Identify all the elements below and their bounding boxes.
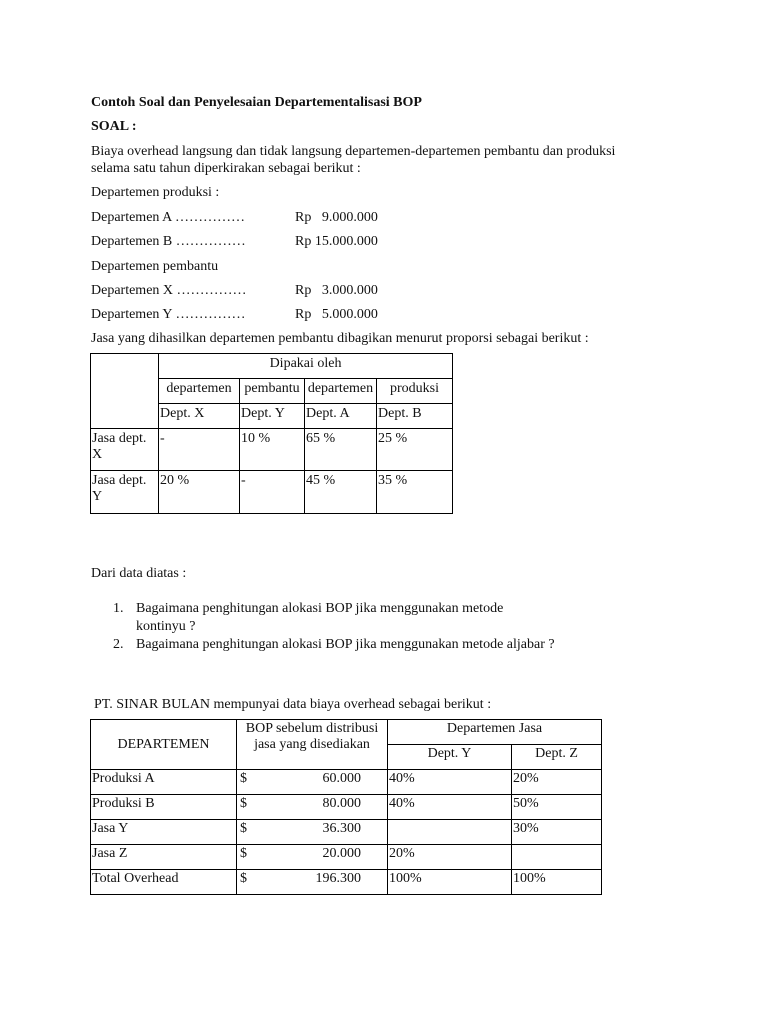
table-cell: 20 % (159, 471, 240, 514)
row-label: Jasa dept. Y (91, 471, 159, 514)
table-cell: 25 % (377, 429, 453, 471)
dept-header: Dept. A (305, 404, 377, 429)
table-corner-cell (91, 354, 159, 429)
allocation-table (90, 353, 453, 514)
dept-y-cell (388, 820, 512, 845)
dept-name: Produksi A (91, 770, 237, 795)
dept-y-amount: Rp 5.000.000 (295, 307, 378, 322)
used-by-header: Dipakai oleh (159, 354, 453, 379)
dept-y-cell: 40% (388, 770, 512, 795)
dept-name: Jasa Z (91, 845, 237, 870)
overhead-table (90, 719, 602, 895)
dept-name: Total Overhead (91, 870, 237, 895)
dept-z-cell: 50% (512, 795, 602, 820)
intro-line-1: Biaya overhead langsung dan tidak langsung departemen-departemen pembantu dan produksi (91, 144, 616, 159)
table-row (91, 820, 602, 845)
bop-cell: $ 60.000 (237, 770, 388, 795)
allocation-intro: Jasa yang dihasilkan departemen pembantu dibagikan menurut proporsi sebagai berikut : (91, 331, 589, 346)
document-title: Contoh Soal dan Penyelesaian Departementalisasi BOP (91, 95, 422, 110)
group-label: departemen (159, 379, 240, 404)
dept-header: Dept. Y (240, 404, 305, 429)
intro-line-2: selama satu tahun diperkirakan sebagai berikut : (91, 161, 361, 176)
table-row (91, 429, 453, 471)
dept-b-amount: Rp 15.000.000 (295, 234, 378, 249)
group-label: pembantu (240, 379, 305, 404)
group-label: departemen (305, 379, 377, 404)
dept-b-label: Departemen B …………… (91, 234, 246, 249)
departemen-header: DEPARTEMEN (91, 720, 237, 770)
question-text: Bagaimana penghitungan alokasi BOP jika menggunakan metode aljabar ? (136, 637, 555, 652)
production-dept-heading: Departemen produksi : (91, 185, 220, 200)
from-data-text: Dari data diatas : (91, 566, 187, 581)
bop-cell: $ 20.000 (237, 845, 388, 870)
bop-cell: $ 80.000 (237, 795, 388, 820)
table-cell: 65 % (305, 429, 377, 471)
table-cell: - (159, 429, 240, 471)
dept-x-amount: Rp 3.000.000 (295, 283, 378, 298)
dept-z-cell: 30% (512, 820, 602, 845)
dept-z-cell (512, 845, 602, 870)
table-row (91, 471, 453, 514)
dept-y-cell: 40% (388, 795, 512, 820)
dept-header: Dept. B (377, 404, 453, 429)
dept-y-cell: 100% (388, 870, 512, 895)
table-row (91, 870, 602, 895)
soal-heading: SOAL : (91, 119, 137, 134)
dept-z-header: Dept. Z (512, 745, 602, 770)
dept-name: Jasa Y (91, 820, 237, 845)
bop-cell: $ 36.300 (237, 820, 388, 845)
dept-y-cell: 20% (388, 845, 512, 870)
table-row (91, 795, 602, 820)
dept-x-label: Departemen X …………… (91, 283, 247, 298)
table-row (91, 845, 602, 870)
question-text: Bagaimana penghitungan alokasi BOP jika menggunakan metode (136, 601, 504, 616)
dept-a-amount: Rp 9.000.000 (295, 210, 378, 225)
company-intro: PT. SINAR BULAN mempunyai data biaya overhead sebagai berikut : (94, 697, 492, 712)
dept-a-label: Departemen A …………… (91, 210, 245, 225)
dept-header: Dept. X (159, 404, 240, 429)
question-text-cont: kontinyu ? (136, 619, 196, 634)
dept-y-header: Dept. Y (388, 745, 512, 770)
support-dept-heading: Departemen pembantu (91, 259, 219, 274)
question-number: 1. (113, 601, 124, 616)
question-number: 2. (113, 637, 124, 652)
table-cell: 35 % (377, 471, 453, 514)
row-label: Jasa dept. X (91, 429, 159, 471)
table-cell: 45 % (305, 471, 377, 514)
table-row (91, 770, 602, 795)
dept-name: Produksi B (91, 795, 237, 820)
service-dept-header: Departemen Jasa (388, 720, 602, 745)
dept-z-cell: 20% (512, 770, 602, 795)
bop-cell: $ 196.300 (237, 870, 388, 895)
table-cell: - (240, 471, 305, 514)
table-cell: 10 % (240, 429, 305, 471)
dept-y-label: Departemen Y …………… (91, 307, 246, 322)
dept-z-cell: 100% (512, 870, 602, 895)
group-label: produksi (377, 379, 453, 404)
bop-header: BOP sebelum distribusi jasa yang disediakan (237, 720, 388, 770)
